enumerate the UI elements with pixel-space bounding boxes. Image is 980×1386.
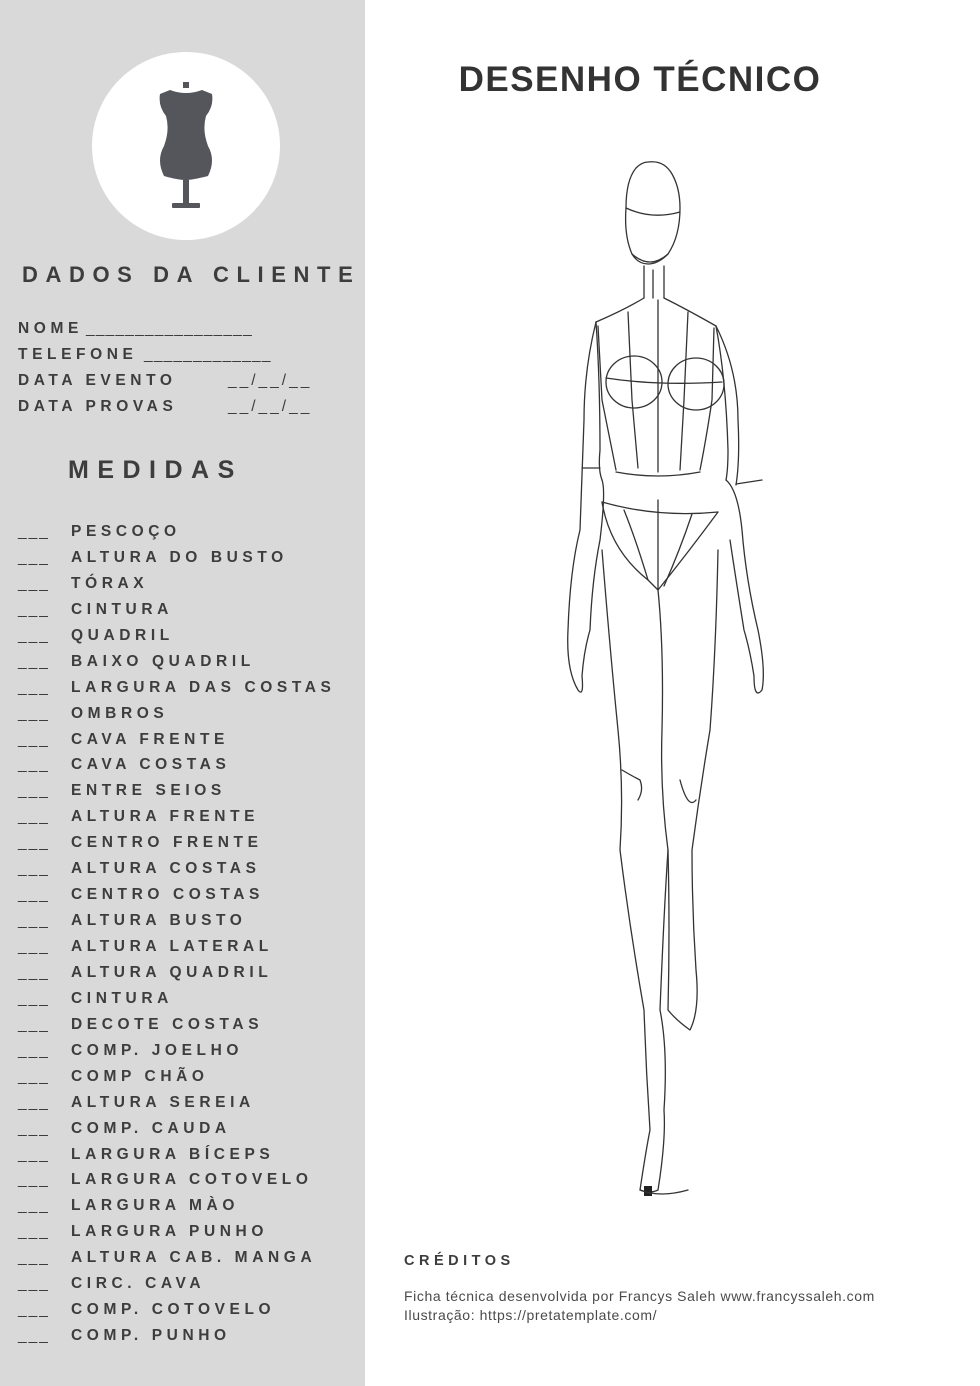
measurement-blank: ___ (18, 704, 50, 722)
measurement-label: CENTRO FRENTE (71, 834, 263, 852)
measurement-label: CAVA COSTAS (71, 756, 231, 774)
client-data-title: DADOS DA CLIENTE (22, 262, 361, 287)
credit-author-line: Ficha técnica desenvolvida por Francys Saleh www.francyssaleh.com (404, 1288, 875, 1304)
measurements-list (18, 523, 336, 1353)
measurement-item[interactable] (18, 860, 336, 886)
measurement-blank: ___ (18, 548, 50, 566)
measurement-item[interactable] (18, 575, 336, 601)
measurement-label: ALTURA LATERAL (71, 938, 273, 955)
credits-title: CRÉDITOS (404, 1253, 515, 1269)
measurement-blank: ___ (18, 989, 50, 1007)
name-label: NOME (18, 320, 83, 337)
measurement-blank: ___ (18, 1249, 50, 1267)
measurement-item[interactable] (18, 601, 336, 627)
measurement-item[interactable] (18, 938, 336, 964)
phone-blank: _____________ (144, 346, 272, 363)
measurement-item[interactable] (18, 549, 336, 575)
measurement-label: LARGURA DAS COSTAS (71, 678, 336, 696)
measurement-item[interactable] (18, 1301, 336, 1327)
measurement-item[interactable] (18, 886, 336, 912)
measurement-blank: ___ (18, 600, 50, 618)
measurement-blank: ___ (18, 1327, 50, 1345)
measurement-blank: ___ (18, 808, 50, 826)
measurement-label: COMP. COTOVELO (71, 1301, 276, 1319)
measurement-blank: ___ (18, 1223, 50, 1241)
measurement-blank: ___ (18, 1067, 50, 1085)
measurement-item[interactable] (18, 782, 336, 808)
measurement-label: COMP. PUNHO (71, 1327, 231, 1345)
measurement-blank: ___ (18, 1197, 50, 1215)
measurement-item[interactable] (18, 705, 336, 731)
measurement-label: LARGURA MÀO (71, 1197, 239, 1215)
measurement-blank: ___ (18, 574, 50, 592)
measurement-blank: ___ (18, 1171, 50, 1189)
measurement-item[interactable] (18, 808, 336, 834)
measurement-label: CINTURA (71, 600, 173, 618)
measurement-item[interactable] (18, 1223, 336, 1249)
fashion-croquis-illustration (540, 150, 780, 1200)
measurement-label: COMP. JOELHO (71, 1041, 244, 1059)
measurement-label: ALTURA SEREIA (71, 1093, 255, 1111)
measurement-label: ALTURA DO BUSTO (71, 548, 288, 566)
measurement-label: CINTURA (71, 989, 173, 1007)
logo-circle (92, 52, 280, 240)
measurement-blank: ___ (18, 963, 50, 981)
measurement-label: COMP. CAUDA (71, 1119, 231, 1137)
measurement-item[interactable] (18, 1146, 336, 1172)
measurements-title: MEDIDAS (68, 456, 243, 484)
measurement-item[interactable] (18, 1094, 336, 1120)
measurement-label: CIRC. CAVA (71, 1275, 206, 1293)
fitting-date-label: DATA PROVAS (18, 398, 178, 415)
measurement-label: ALTURA COSTAS (71, 860, 261, 878)
event-date-blank: __/__/__ (228, 372, 313, 389)
measurement-label: LARGURA BÍCEPS (71, 1145, 275, 1163)
measurement-blank: ___ (18, 912, 50, 930)
measurement-item[interactable] (18, 523, 336, 549)
measurement-item[interactable] (18, 1275, 336, 1301)
measurement-label: ALTURA FRENTE (71, 808, 260, 826)
measurement-label: ENTRE SEIOS (71, 782, 226, 800)
measurement-blank: ___ (18, 1275, 50, 1293)
measurement-blank: ___ (18, 1145, 50, 1163)
measurement-blank: ___ (18, 1015, 50, 1033)
measurement-label: ALTURA QUADRIL (71, 963, 273, 981)
measurement-item[interactable] (18, 1068, 336, 1094)
measurement-blank: ___ (18, 860, 50, 878)
credit-illustration-line: Ilustração: https://pretatemplate.com/ (404, 1307, 658, 1323)
measurement-blank: ___ (18, 756, 50, 774)
page-title: DESENHO TÉCNICO (458, 60, 822, 99)
measurement-item[interactable] (18, 1016, 336, 1042)
phone-label: TELEFONE (18, 346, 138, 363)
measurement-blank: ___ (18, 1119, 50, 1137)
measurement-label: QUADRIL (71, 626, 174, 644)
measurement-label: TÓRAX (71, 574, 149, 592)
client-sidebar (0, 0, 365, 1386)
measurement-label: BAIXO QUADRIL (71, 652, 255, 670)
event-date-label: DATA EVENTO (18, 372, 177, 389)
measurement-label: COMP CHÃO (71, 1067, 209, 1085)
measurement-blank: ___ (18, 678, 50, 696)
measurement-label: OMBROS (71, 704, 169, 722)
measurement-item[interactable] (18, 1120, 336, 1146)
measurement-blank: ___ (18, 1301, 50, 1319)
measurement-blank: ___ (18, 834, 50, 852)
measurement-blank: ___ (18, 886, 50, 904)
measurement-item[interactable] (18, 912, 336, 938)
name-blank: _________________ (86, 320, 253, 337)
measurement-item[interactable] (18, 653, 336, 679)
measurement-label: CENTRO COSTAS (71, 886, 264, 904)
measurement-label: PESCOÇO (71, 523, 181, 540)
measurement-label: DECOTE COSTAS (71, 1015, 264, 1033)
measurement-blank: ___ (18, 1041, 50, 1059)
measurement-label: ALTURA BUSTO (71, 912, 247, 930)
measurement-item[interactable] (18, 731, 336, 757)
measurement-item[interactable] (18, 1249, 336, 1275)
measurement-label: LARGURA COTOVELO (71, 1171, 313, 1189)
measurement-item[interactable] (18, 679, 336, 705)
measurement-item[interactable] (18, 1197, 336, 1223)
measurement-blank: ___ (18, 626, 50, 644)
measurement-blank: ___ (18, 782, 50, 800)
measurement-blank: ___ (18, 652, 50, 670)
measurement-blank: ___ (18, 1093, 50, 1111)
measurement-label: LARGURA PUNHO (71, 1223, 268, 1241)
dress-form-icon (92, 52, 280, 240)
measurement-label: ALTURA CAB. MANGA (71, 1249, 317, 1267)
measurement-blank: ___ (18, 523, 50, 540)
measurement-item[interactable] (18, 1327, 336, 1353)
measurement-item[interactable] (18, 964, 336, 990)
measurement-item[interactable] (18, 1171, 336, 1197)
measurement-item[interactable] (18, 627, 336, 653)
measurement-item[interactable] (18, 990, 336, 1016)
measurement-item[interactable] (18, 834, 336, 860)
measurement-item[interactable] (18, 756, 336, 782)
measurement-blank: ___ (18, 730, 50, 748)
fitting-date-blank: __/__/__ (228, 398, 313, 415)
measurement-blank: ___ (18, 938, 50, 955)
measurement-label: CAVA FRENTE (71, 730, 229, 748)
measurement-item[interactable] (18, 1042, 336, 1068)
